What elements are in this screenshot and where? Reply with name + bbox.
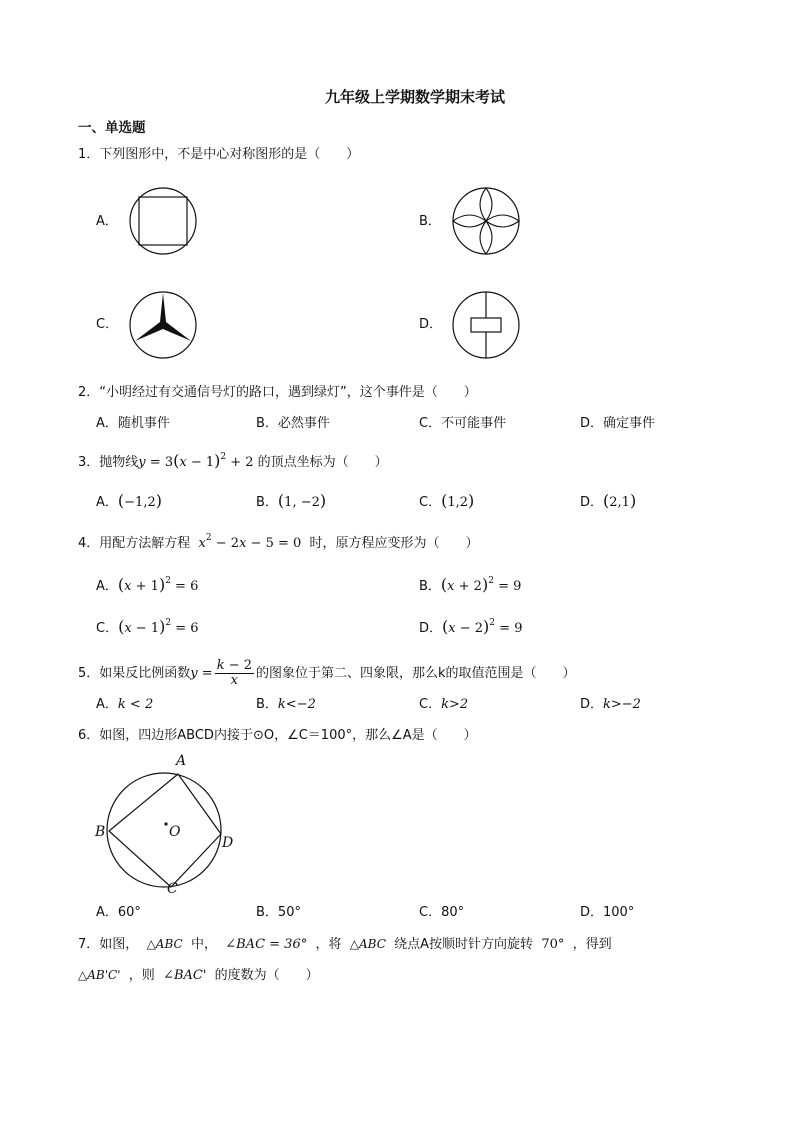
question-3-stem [78,452,388,472]
q5-option-c[interactable]: C．k>2 [419,697,469,712]
q3-option-a[interactable]: A．(−1,2) [96,491,162,510]
question-4-stem: 4．用配方法解方程 $x^2 - 2x - 5 = 0$ 时，原方程应变形为（ ） [78,533,479,551]
question-5-stem: 5．如果反比例函数y = $\frac{k - 2}{x}$ 的图象位于第二、四象限，那么k的取值范围是（ ） [78,658,576,688]
q4-option-a[interactable]: A．$(x + 1)^2 = 6$ [96,575,199,594]
q2-option-b[interactable]: B．必然事件 [256,416,330,431]
q2-option-d[interactable]: D．确定事件 [580,416,656,431]
q4-option-b[interactable]: B．$(x + 2)^2 = 9$ [419,575,522,594]
question-7-line-2: △AB'C' ，则 ∠BAC' 的度数为（ ） [78,968,319,983]
q3-pre: 抛物线 [99,455,139,470]
q2-option-a[interactable]: A．随机事件 [96,416,170,431]
q4-equation: $x^2 - 2x - 5 = 0$ [190,533,310,551]
q3-post: 的顶点坐标为（ ） [257,455,388,470]
q5-option-d[interactable]: D．k>−2 [580,697,641,712]
q6-label-a: A [176,753,187,769]
q1-figure-b [451,186,521,256]
q6-label-c: C [167,881,178,897]
question-2-stem: 2．“小明经过有交通信号灯的路口，遇到绿灯”，这个事件是（ ） [78,385,477,400]
page-title: 九年级上学期数学期末考试 [324,88,505,106]
q6-option-b[interactable]: B．50° [256,905,301,920]
q6-option-d[interactable]: D．100° [580,905,635,920]
q5-option-b[interactable]: B．k<−2 [256,697,316,712]
q4-option-d[interactable]: D．$(x - 2)^2 = 9$ [419,617,523,636]
q3-option-b[interactable]: B．(1, −2) [256,491,327,510]
q1-option-a-label[interactable]: A． [96,214,118,229]
q4-option-c[interactable]: C．$(x - 1)^2 = 6$ [96,617,199,636]
q6-option-a[interactable]: A．60° [96,905,141,920]
q1-option-b-label[interactable]: B． [419,214,441,229]
q6-figure [92,752,252,897]
q6-label-b: B [95,824,106,840]
q3-option-d[interactable]: D．(2,1) [580,491,637,510]
q5-function: y = $\frac{k - 2}{x}$ [190,658,253,688]
q1-figure-a [128,186,198,256]
q6-label-d: D [222,835,234,851]
q2-option-c[interactable]: C．不可能事件 [419,416,507,431]
q5-option-a[interactable]: A．k < 2 [96,697,154,712]
section-heading: 一、单选题 [78,120,146,136]
question-6-stem: 6．如图，四边形ABCD内接于⊙O，∠C＝100°，那么∠A是（ ） [78,728,477,743]
question-7-line-1: 7．如图， △ABC 中， ∠BAC = 36° ，将 △ABC 绕点A按顺时针方向旋转 70° ，得到 [78,937,612,952]
q1-figure-d [451,290,521,360]
q3-equation: $y = 3(x - 1)^2 + 2$ [138,451,258,470]
q6-label-o: O [169,824,181,840]
q6-option-c[interactable]: C．80° [419,905,465,920]
q1-option-d-label[interactable]: D． [419,317,443,332]
q1-option-c-label[interactable]: C． [96,317,119,332]
q3-number: 3． [78,455,100,470]
question-1-stem: 1．下列图形中，不是中心对称图形的是（ ） [78,147,360,162]
q1-figure-c [128,290,198,360]
q3-option-c[interactable]: C．(1,2) [419,491,475,510]
